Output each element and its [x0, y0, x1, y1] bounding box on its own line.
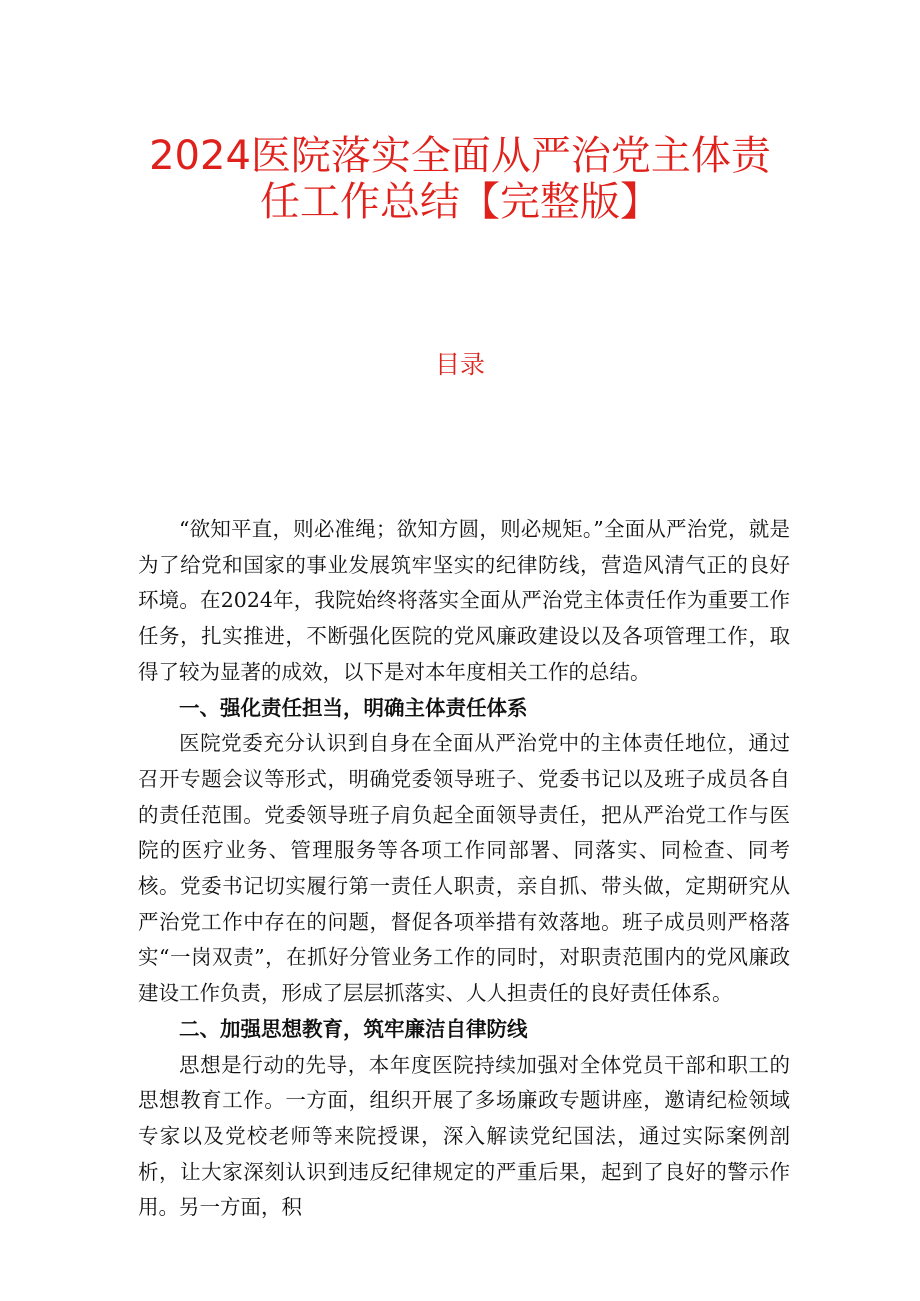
section-heading-1: 一、强化责任担当，明确主体责任体系 [179, 695, 528, 720]
document-title-line-1: 2024医院落实全面从严治党主体责 [149, 133, 771, 179]
section-paragraph-1: 医院党委充分认识到自身在全面从严治党中的主体责任地位，通过召开专题会议等形式，明确党委领导班子、党委书记以及班子成员各自的责任范围。党委领导班子肩负起全面领导责任，把从严治党工作与医院的医疗业务、管理服务等各项工作同部署、同落实、同检查、同考核。党委书记切实履行第一责任人职责，亲自抓、带头做，定期研究从严治党工作中存在的问题，督促各项举措有效落地。班子成员则严格落实“一岗双责”，在抓好分管业务工作的同时，对职责范围内的党风廉政建设工作负责，形成了层层抓落实、人人担责任的良好责任体系。 [138, 731, 790, 1006]
document-title-line-2: 任工作总结【完整版】 [260, 179, 660, 225]
intro-paragraph: “欲知平直，则必准绳；欲知方圆，则必规矩。”全面从严治党，就是为了给党和国家的事业发展筑牢坚实的纪律防线，营造风清气正的良好环境。在2024年，我院始终将落实全面从严治党主体责任作为重要工作任务，扎实推进，不断强化医院的党风廉政建设以及各项管理工作，取得了较为显著的成效，以下是对本年度相关工作的总结。 [138, 517, 790, 684]
section-heading-2: 二、加强思想教育，筑牢廉洁自律防线 [179, 1016, 528, 1041]
table-of-contents-heading: 目录 [434, 350, 485, 379]
section-paragraph-2: 思想是行动的先导，本年度医院持续加强对全体党员干部和职工的思想教育工作。一方面，组织开展了多场廉政专题讲座，邀请纪检领域专家以及党校老师等来院授课，深入解读党纪国法，通过实际案例剖析，让大家深刻认识到违反纪律规定的严重后果，起到了良好的警示作用。另一方面，积 [138, 1052, 790, 1220]
document-body [138, 512, 790, 1226]
